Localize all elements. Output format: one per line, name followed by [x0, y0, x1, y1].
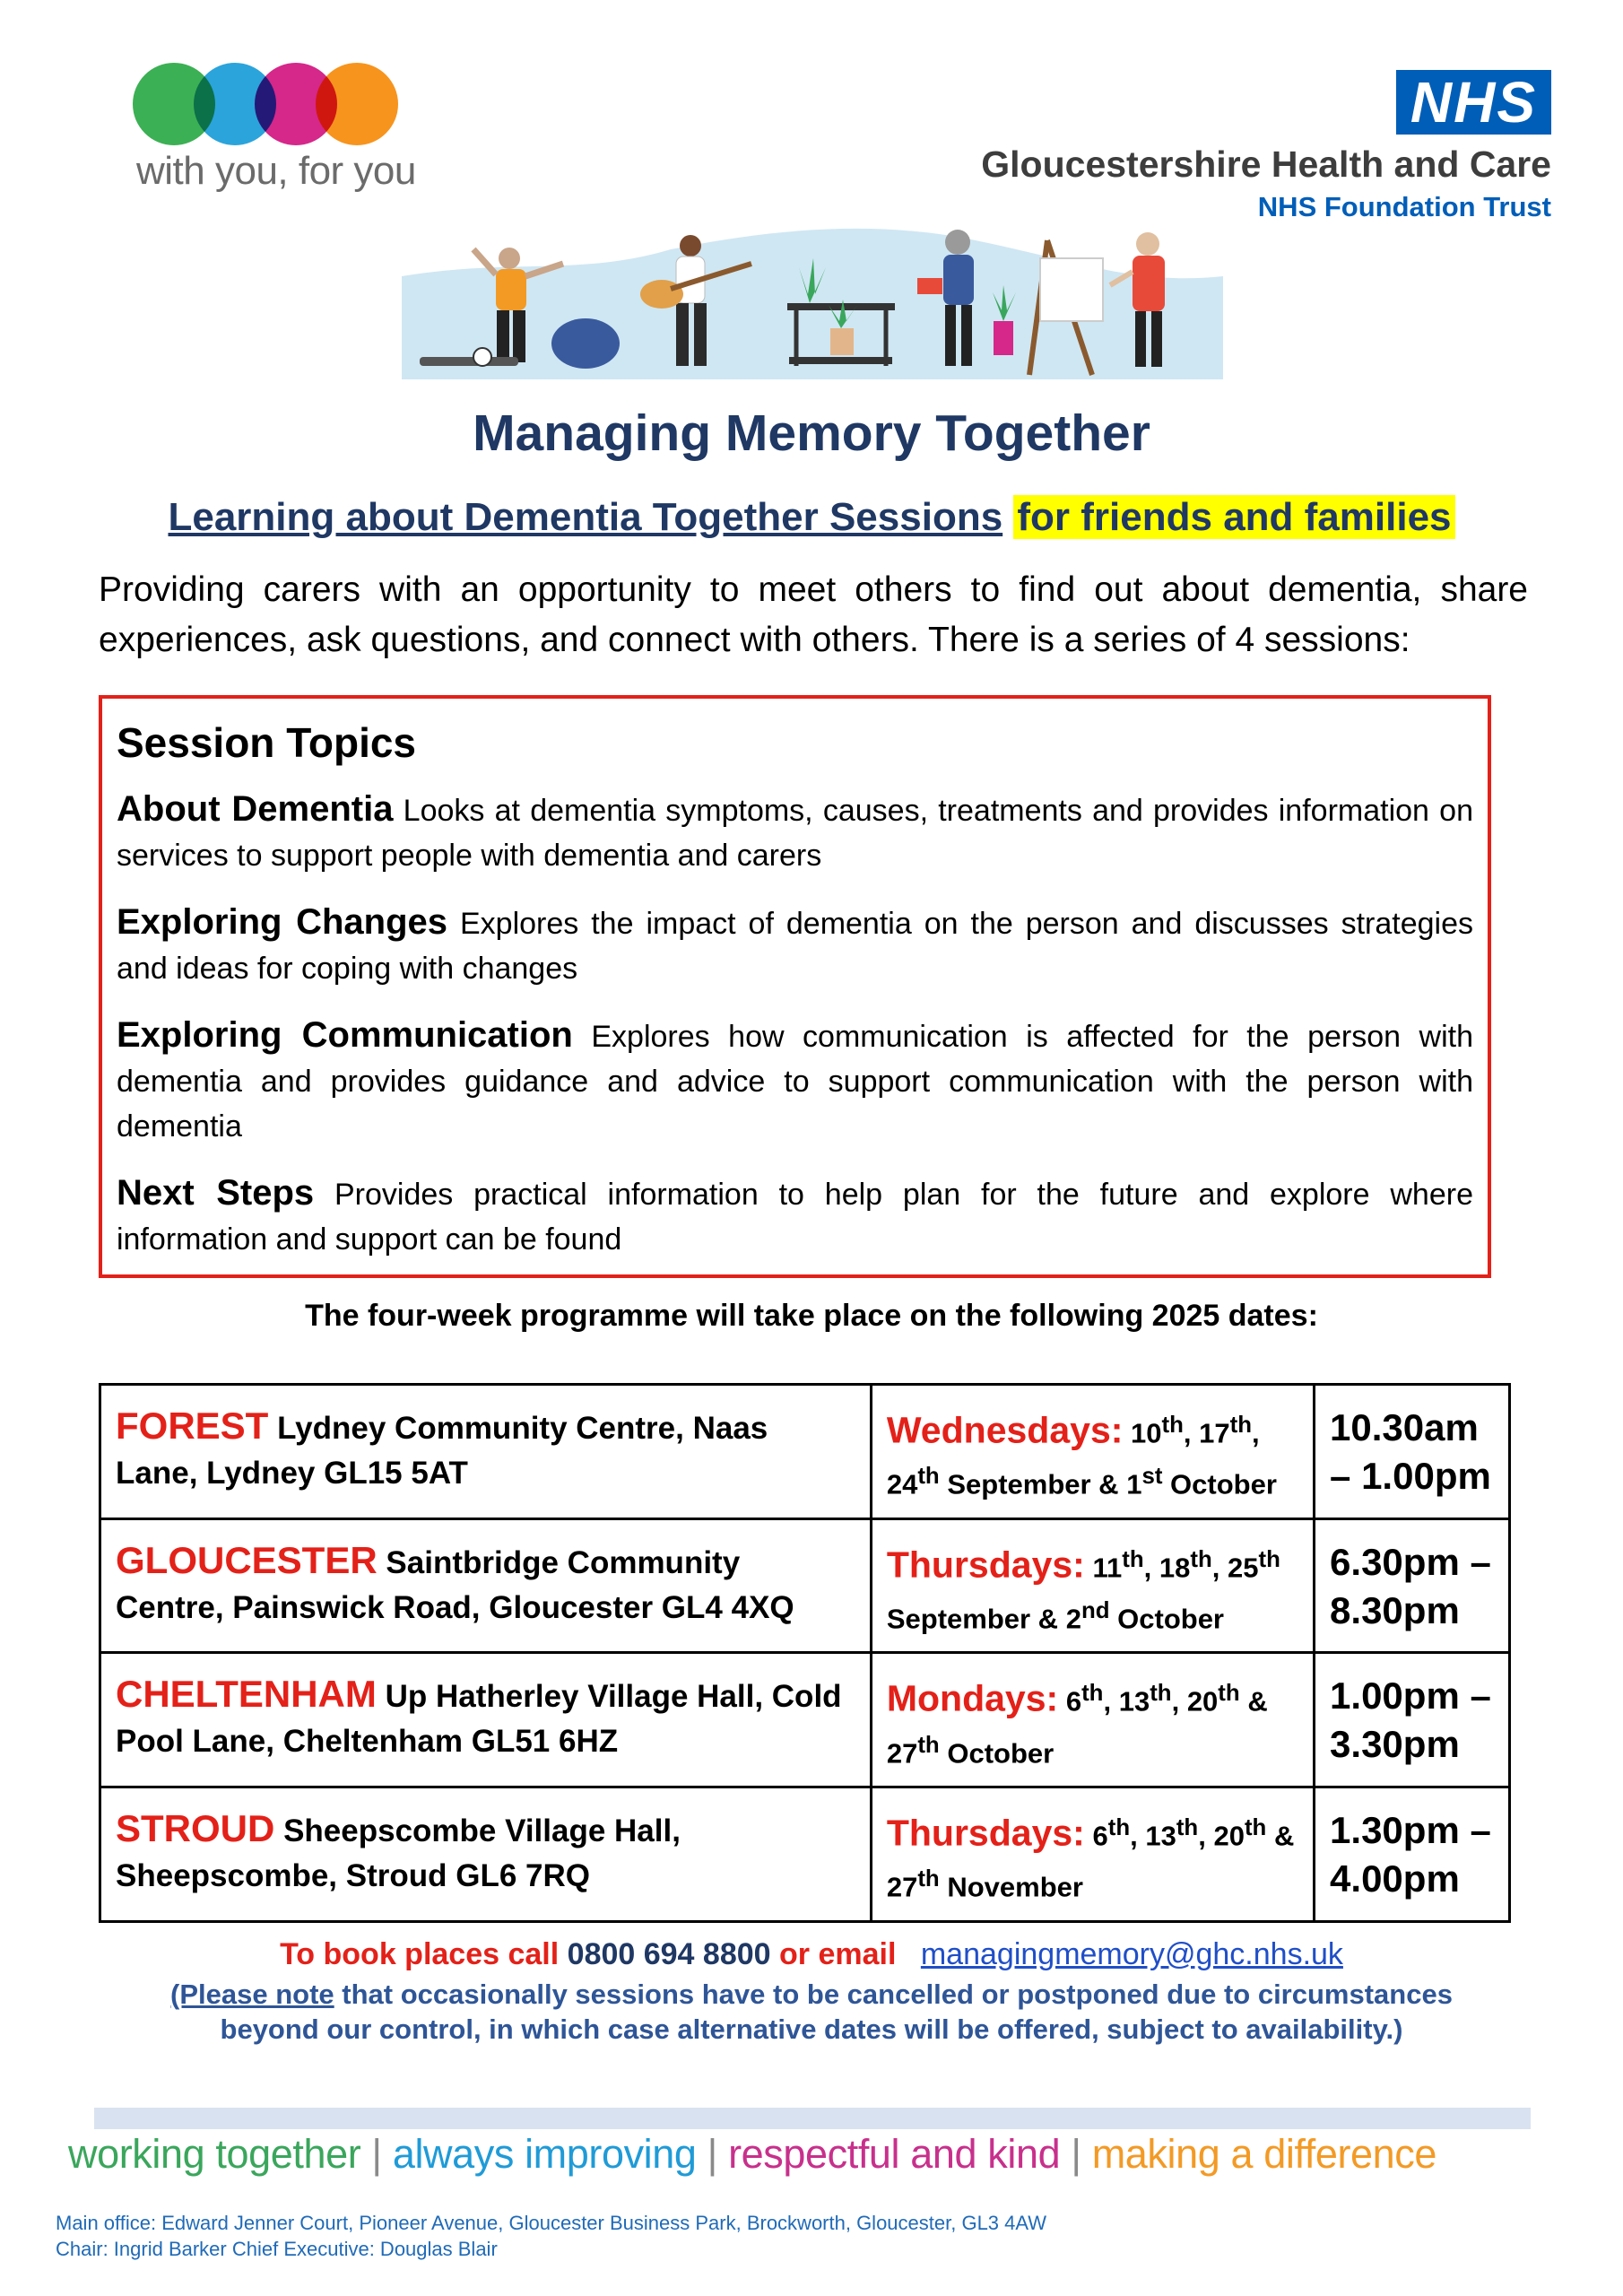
date: 17	[1199, 1417, 1230, 1449]
note-lead: (Please note	[170, 1979, 334, 2010]
date: 25	[1227, 1551, 1259, 1583]
subtitle-audience: for friends and families	[1013, 495, 1454, 539]
month-text: October	[1170, 1468, 1277, 1500]
date: 20	[1186, 1685, 1219, 1718]
dates-cell: Thursdays: 11th, 18th, 25th September & 2nd October	[871, 1518, 1314, 1653]
trust-subtitle: NHS Foundation Trust	[1257, 191, 1551, 222]
location-address: Lydney Community Centre, Naas Lane, Lydney GL15 5AT	[116, 1411, 768, 1491]
subtitle-sessions: Learning about Dementia Together Sessions	[168, 495, 1003, 539]
date-suffix: st	[1141, 1464, 1163, 1490]
month-text: &	[1273, 1820, 1295, 1852]
dates-cell: Mondays: 6th, 13th, 20th & 27th October	[871, 1653, 1314, 1787]
topic-about-dementia	[117, 787, 1473, 878]
table-row	[100, 1518, 1510, 1653]
time-cell: 10.30am – 1.00pm	[1315, 1385, 1510, 1519]
footer-main-office: Main office: Edward Jenner Court, Pioneer Avenue, Gloucester Business Park, Brockworth, Gloucester, GL3 4AW	[56, 2212, 1047, 2234]
date: 13	[1118, 1685, 1150, 1718]
location-cell	[100, 1787, 872, 1921]
day-name: Thursdays:	[886, 1812, 1085, 1854]
topic-text: Explores the impact of dementia on the person and discusses strategies and ideas for coping with changes	[117, 907, 1473, 986]
date: 18	[1159, 1551, 1191, 1583]
location-name: STROUD	[116, 1806, 275, 1849]
day-name: Wednesdays:	[886, 1409, 1124, 1451]
exercise-ball-icon	[551, 318, 620, 369]
activities-illustration	[402, 222, 1223, 384]
table-row	[100, 1385, 1510, 1519]
booking-email-link[interactable]: managingmemory@ghc.nhs.uk	[920, 1937, 1343, 1971]
trust-name: Gloucestershire Health and Care	[981, 144, 1551, 185]
topic-title: Exploring Changes	[117, 902, 448, 942]
date-suffix: th	[917, 1464, 940, 1490]
date: 1	[1126, 1468, 1142, 1500]
date-suffix: th	[1150, 1681, 1172, 1707]
day-name: Thursdays:	[886, 1543, 1085, 1585]
topics-heading: Session Topics	[117, 719, 417, 766]
topic-exploring-changes	[117, 900, 1473, 991]
value-always-improving: always improving	[392, 2131, 697, 2177]
date: 27	[886, 1871, 918, 1903]
value-respectful-kind: respectful and kind	[728, 2131, 1061, 2177]
location-cell	[100, 1653, 872, 1787]
with-you-for-you-logo	[133, 63, 416, 197]
page-title: Managing Memory Together	[473, 404, 1150, 462]
topic-text: Looks at dementia symptoms, causes, treatments and provides information on services to support people with dementia and carers	[117, 794, 1473, 873]
date-suffix: th	[1176, 1814, 1199, 1840]
month-text: September &	[947, 1468, 1119, 1500]
location-name: CHELTENHAM	[116, 1673, 377, 1716]
date: 6	[1065, 1685, 1082, 1718]
date-suffix: th	[1122, 1546, 1144, 1572]
location-name: GLOUCESTER	[116, 1538, 378, 1581]
month-text: September &	[886, 1603, 1059, 1635]
topic-title: Exploring Communication	[117, 1015, 573, 1055]
value-working-together: working together	[68, 2131, 361, 2177]
date-suffix: th	[1258, 1546, 1280, 1572]
nhs-trust-header	[981, 70, 1551, 223]
date: 2	[1065, 1603, 1081, 1635]
date-suffix: th	[917, 1866, 940, 1892]
value-separator: |	[371, 2131, 382, 2177]
location-cell	[100, 1518, 872, 1653]
dates-cell: Wednesdays: 10th, 17th, 24th September & 1st October	[871, 1385, 1314, 1519]
date-suffix: nd	[1081, 1597, 1110, 1623]
cancellation-note	[0, 1977, 1623, 2047]
footer-chair: Chair: Ingrid Barker Chief Executive: Douglas Blair	[56, 2238, 498, 2260]
date-suffix: th	[1107, 1814, 1131, 1840]
session-topics-box	[99, 695, 1491, 1278]
overlapping-circles-logo-icon	[133, 63, 402, 145]
date-suffix: th	[1190, 1546, 1212, 1572]
time-cell: 6.30pm – 8.30pm	[1315, 1518, 1510, 1653]
note-text-1: that occasionally sessions have to be cancelled or postponed due to circumstances	[342, 1979, 1453, 2010]
date: 10	[1131, 1417, 1162, 1449]
nhs-logo: NHS	[1396, 70, 1551, 135]
date: 13	[1145, 1820, 1176, 1852]
location-address: Saintbridge Community Centre, Painswick Road, Gloucester GL4 4XQ	[116, 1544, 794, 1625]
intro-paragraph: Providing carers with an opportunity to meet others to find out about dementia, share experiences, ask questions, and connect with others. There is a series of 4 sessions:	[99, 570, 1528, 659]
topic-text: Provides practical information to help plan for the future and explore where information and support can be found	[117, 1178, 1473, 1257]
month-text: October	[1117, 1603, 1224, 1635]
month-text: November	[947, 1871, 1083, 1903]
topic-title: Next Steps	[117, 1173, 315, 1213]
programme-dates-heading: The four-week programme will take place on the following 2025 dates:	[305, 1299, 1318, 1333]
topic-next-steps	[117, 1170, 1473, 1262]
location-name: FOREST	[116, 1405, 269, 1447]
value-separator: |	[707, 2131, 717, 2177]
date-suffix: th	[1244, 1814, 1267, 1840]
booking-or-email: or email	[779, 1937, 897, 1971]
table-row	[100, 1787, 1510, 1921]
date: 24	[886, 1468, 918, 1500]
booking-line	[0, 1937, 1623, 1972]
footer-band	[94, 2108, 1531, 2129]
time-cell: 1.30pm – 4.00pm	[1315, 1787, 1510, 1921]
date: 6	[1092, 1820, 1108, 1852]
note-text-2: beyond our control, in which case alternative dates will be offered, subject to availability.)	[220, 2013, 1403, 2045]
date: 20	[1213, 1820, 1245, 1852]
date: 27	[886, 1736, 918, 1769]
location-cell	[100, 1385, 872, 1519]
subtitle	[0, 495, 1623, 540]
tagline: with you, for you	[136, 149, 416, 193]
value-separator: |	[1071, 2131, 1081, 2177]
footer-address	[56, 2210, 1046, 2262]
date-suffix: th	[1218, 1681, 1240, 1707]
value-making-difference: making a difference	[1091, 2131, 1437, 2177]
date-suffix: th	[1161, 1413, 1184, 1438]
location-address: Sheepscombe Village Hall, Sheepscombe, Stroud GL6 7RQ	[116, 1813, 681, 1893]
month-text: October	[947, 1736, 1055, 1769]
time-cell: 1.00pm – 3.30pm	[1315, 1653, 1510, 1787]
date: 11	[1092, 1551, 1123, 1583]
orange-circle-icon	[316, 63, 398, 145]
date-suffix: th	[1081, 1681, 1104, 1707]
location-address: Up Hatherley Village Hall, Cold Pool Lane, Cheltenham GL51 6HZ	[116, 1679, 842, 1760]
topic-exploring-communication	[117, 1013, 1473, 1149]
schedule-table	[99, 1383, 1511, 1923]
values-banner	[68, 2131, 1557, 2178]
table-row	[100, 1653, 1510, 1787]
booking-phone[interactable]: 0800 694 8800	[567, 1937, 771, 1971]
dates-cell: Thursdays: 6th, 13th, 20th & 27th November	[871, 1787, 1314, 1921]
date-suffix: th	[1229, 1413, 1253, 1438]
topic-text: Explores how communication is affected for the person with dementia and provides guidance and advice to support communication with the person with dementia	[117, 1020, 1474, 1144]
date-suffix: th	[917, 1732, 940, 1758]
topic-title: About Dementia	[117, 789, 394, 829]
month-text: &	[1247, 1685, 1268, 1718]
booking-prefix: To book places call	[280, 1937, 560, 1971]
day-name: Mondays:	[886, 1677, 1059, 1719]
